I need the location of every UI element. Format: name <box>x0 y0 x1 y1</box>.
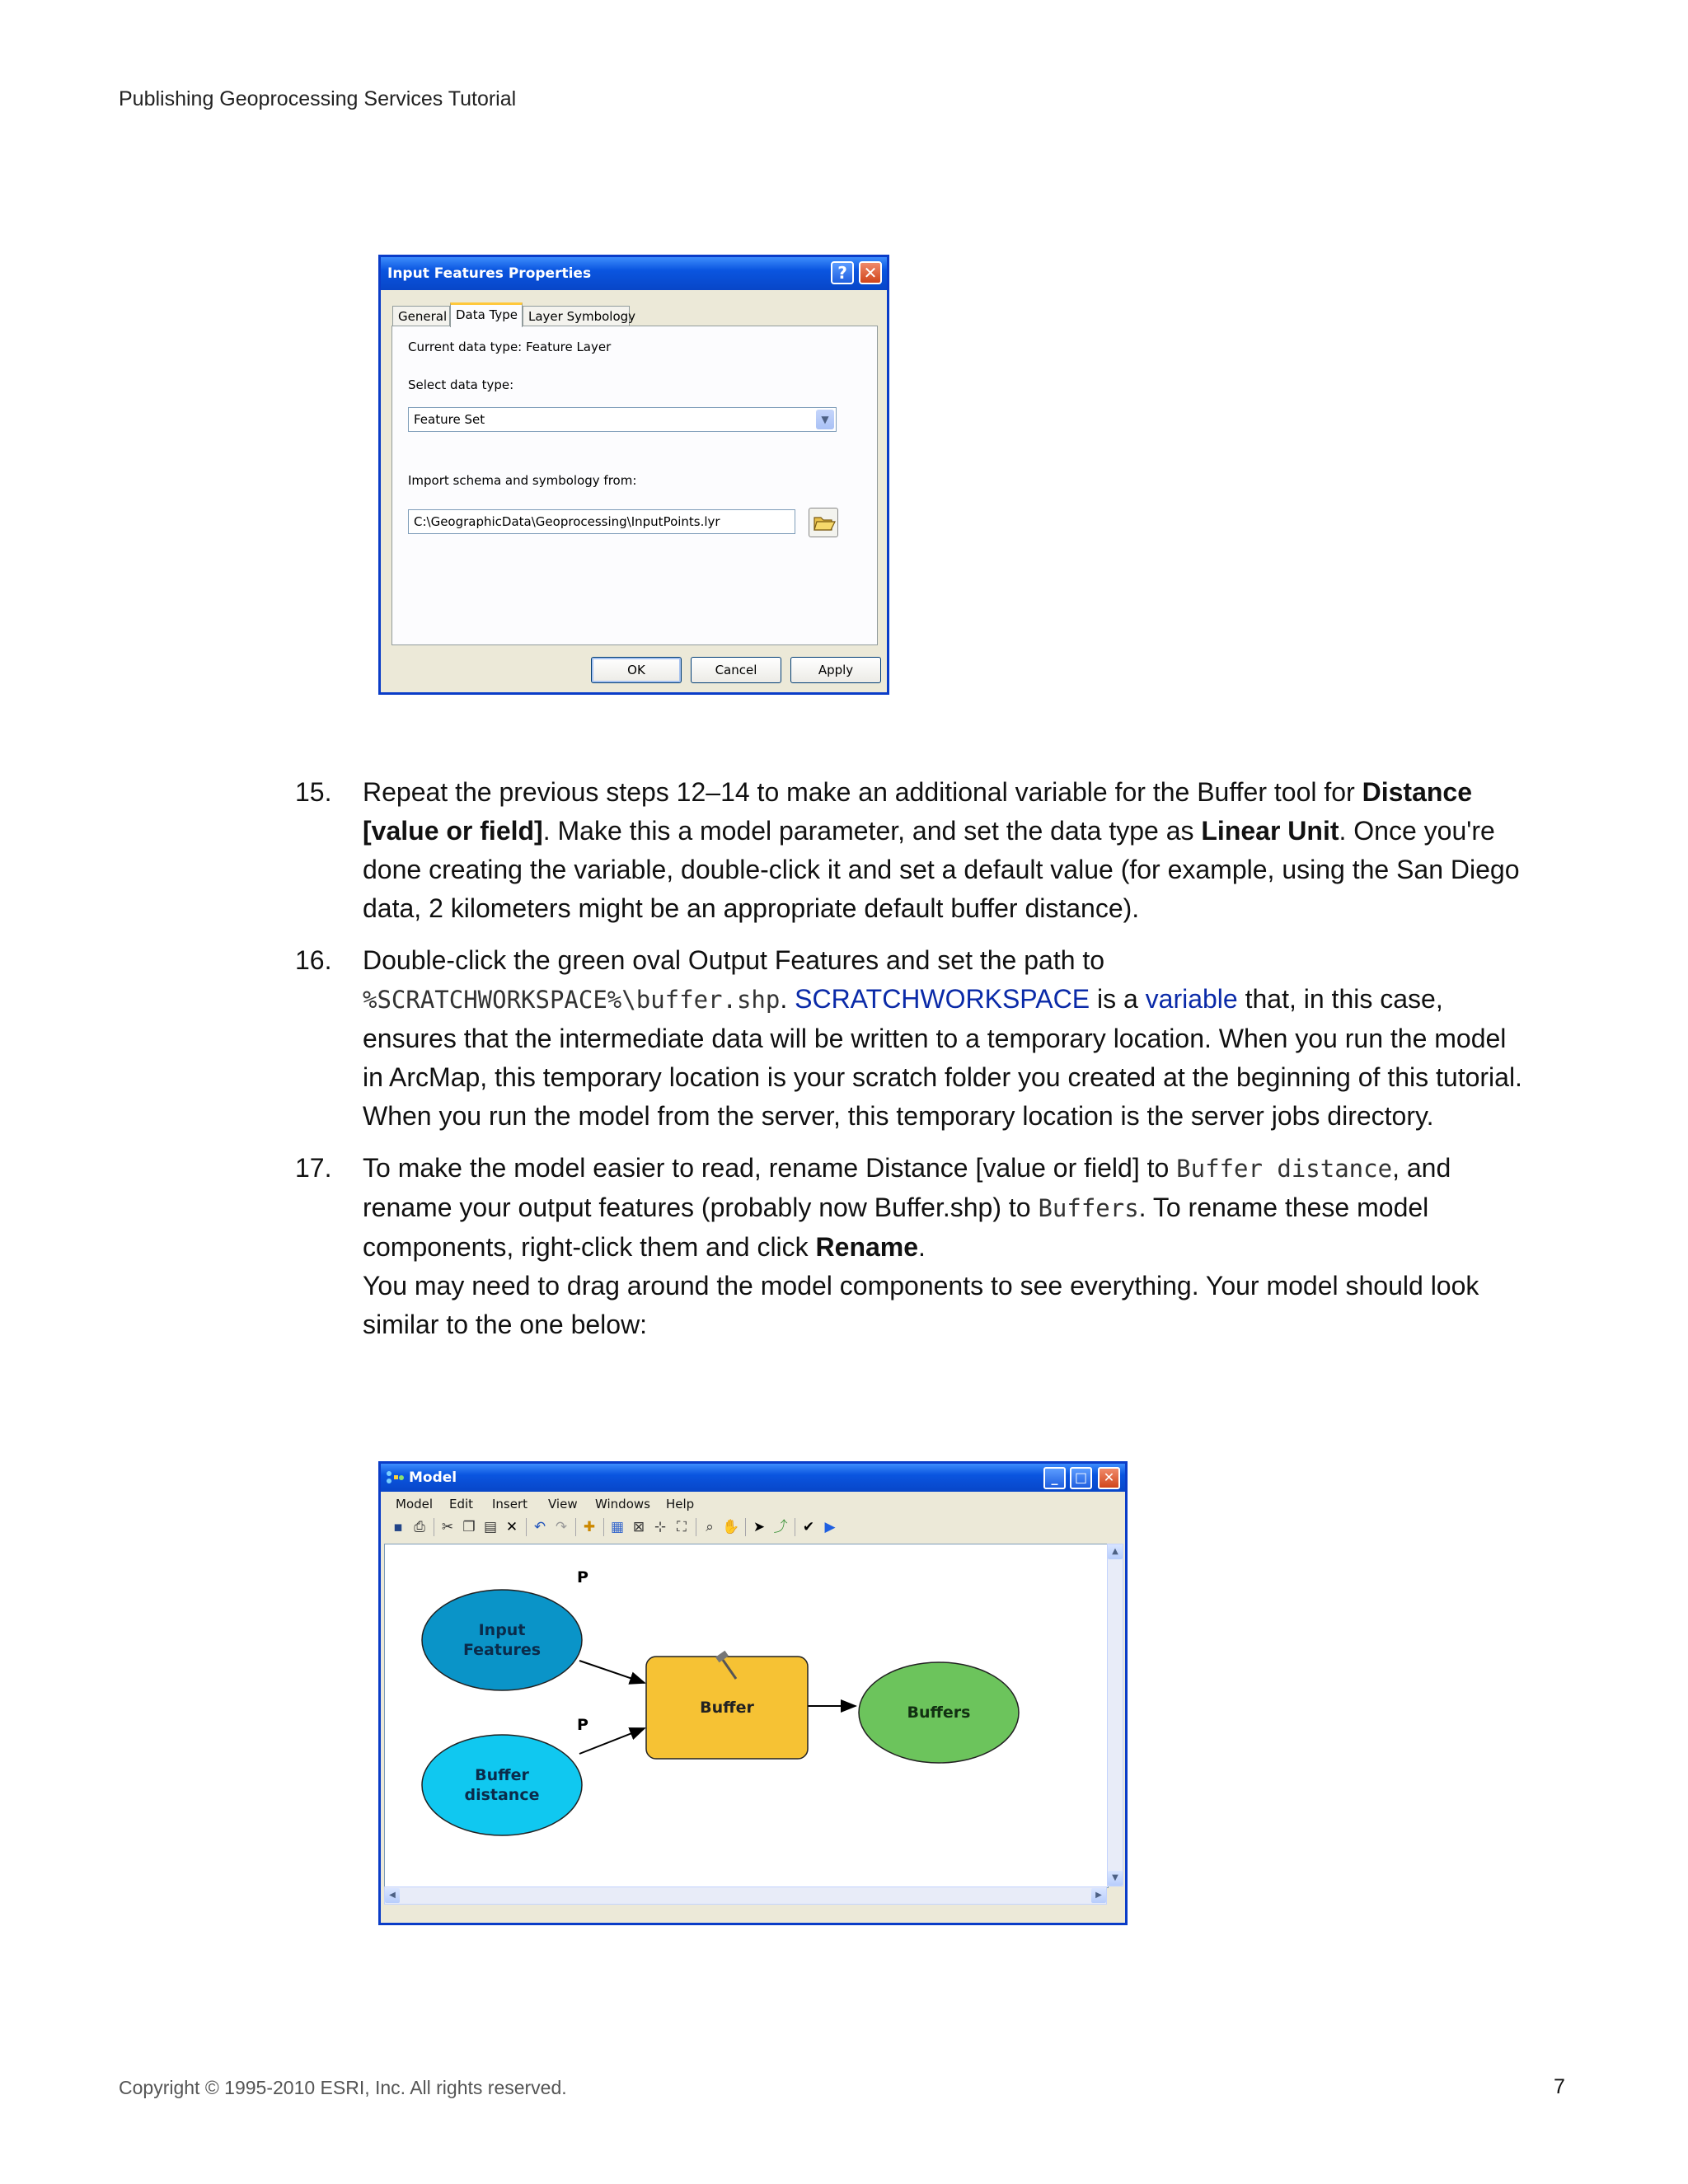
model-toolbar <box>384 1515 953 1541</box>
dialog-title: Input Features Properties <box>387 265 592 282</box>
ok-button[interactable]: OK <box>591 657 682 683</box>
menu-insert[interactable]: Insert <box>492 1497 528 1511</box>
menu-edit[interactable]: Edit <box>449 1497 474 1511</box>
tab-layer-symbology[interactable]: Layer Symbology <box>523 306 630 326</box>
bold-term: Rename <box>815 1232 919 1262</box>
add-data-icon[interactable]: ✚ <box>583 1519 596 1535</box>
toolbar-separator <box>603 1518 604 1536</box>
validate-icon[interactable]: ✔ <box>802 1519 815 1535</box>
bold-term: Distance [value or field] <box>363 777 1472 846</box>
tab-data-type[interactable]: Data Type <box>450 302 523 327</box>
step-text: Repeat the previous steps 12–14 to make an additional variable for the Buffer tool for <box>363 777 1362 807</box>
model-close-button[interactable]: ✕ <box>1098 1467 1120 1489</box>
run-icon[interactable]: ▶ <box>824 1519 836 1535</box>
toolbar-separator <box>526 1518 527 1536</box>
maximize-button[interactable]: □ <box>1070 1467 1092 1489</box>
redo-icon[interactable]: ↷ <box>555 1519 568 1535</box>
print-icon[interactable]: ⎙ <box>414 1519 425 1535</box>
cancel-button[interactable]: Cancel <box>691 657 781 683</box>
parameter-marker: P <box>577 1568 588 1586</box>
step-text: Double-click the green oval Output Features and set the path to <box>363 945 1105 975</box>
step-17 <box>295 1149 1531 1344</box>
model-app-icon <box>386 1470 404 1485</box>
code-name: Buffers <box>1038 1194 1139 1222</box>
select-data-type-label: Select data type: <box>408 377 514 392</box>
copy-icon[interactable]: ❐ <box>462 1519 476 1535</box>
horizontal-scrollbar[interactable] <box>384 1886 1107 1905</box>
cut-icon[interactable]: ✂ <box>441 1519 454 1535</box>
tutorial-steps <box>295 773 1531 1357</box>
input-features-label-line2: Features <box>462 1641 542 1659</box>
chevron-down-icon[interactable]: ▼ <box>816 410 834 429</box>
model-title: Model <box>409 1469 457 1486</box>
undo-icon[interactable]: ↶ <box>533 1519 546 1535</box>
delete-icon[interactable]: ✕ <box>505 1519 518 1535</box>
step-text: . Once you're done creating the variable, double-click it and set a default value (for example, using the San Diego data, 2 kilometers might be an appropriate default buffer distance). <box>363 816 1520 923</box>
model-titlebar <box>381 1464 1125 1492</box>
vertical-scrollbar[interactable] <box>1107 1544 1123 1886</box>
input-features-node[interactable] <box>422 1590 582 1690</box>
buffer-tool-label: Buffer <box>700 1699 754 1717</box>
model-diagram <box>385 1544 1108 1887</box>
scroll-right-icon[interactable]: ▶ <box>1091 1888 1106 1903</box>
menu-windows[interactable]: Windows <box>595 1497 650 1511</box>
variable-link[interactable]: variable <box>1145 984 1238 1014</box>
buffers-output-label: Buffers <box>907 1704 971 1722</box>
connect-icon[interactable]: ⤴ <box>773 1519 788 1535</box>
pan-icon[interactable]: ✋ <box>722 1519 740 1535</box>
scratchworkspace-link[interactable]: SCRATCHWORKSPACE <box>795 984 1090 1014</box>
code-name: Buffer distance <box>1176 1155 1393 1183</box>
data-type-select[interactable] <box>408 407 837 432</box>
footer-copyright: Copyright © 1995-2010 ESRI, Inc. All rights reserved. <box>119 2077 567 2098</box>
scroll-left-icon[interactable]: ◀ <box>385 1888 400 1903</box>
code-path: %SCRATCHWORKSPACE%\buffer.shp <box>363 986 781 1014</box>
model-menubar <box>381 1492 1125 1515</box>
scroll-down-icon[interactable]: ▼ <box>1108 1871 1123 1886</box>
open-folder-icon <box>809 509 837 537</box>
menu-model[interactable]: Model <box>396 1497 434 1511</box>
data-type-select-value: Feature Set <box>414 412 485 427</box>
auto-layout-icon[interactable]: ▦ <box>610 1519 625 1535</box>
step-text: . <box>918 1232 926 1262</box>
step-text: that, in this case, ensures that the intermediate data will be written to a temporary location. When you run the model in ArcMap, this temporary location is your scratch folder you created at the beginning of this tutorial. When you run the model from the server, this temporary location is the server jobs directory. <box>363 984 1522 1131</box>
minimize-button[interactable]: _ <box>1043 1467 1066 1489</box>
input-features-properties-dialog <box>378 255 889 695</box>
input-features-label-line1: Input <box>478 1621 526 1639</box>
paste-icon[interactable]: ▤ <box>483 1519 498 1535</box>
step-text: You may need to drag around the model components to see everything. Your model should look similar to the one below: <box>363 1271 1479 1339</box>
toolbar-separator <box>575 1518 576 1536</box>
browse-button[interactable] <box>809 508 838 537</box>
fixed-zoom-out-icon[interactable]: ⛶ <box>677 1519 687 1535</box>
import-schema-label: Import schema and symbology from: <box>408 473 637 488</box>
page-number: 7 <box>1554 2075 1565 2098</box>
step-number: 16. <box>295 945 332 975</box>
step-text: . Make this a model parameter, and set the data type as <box>542 816 1202 846</box>
step-text: To make the model easier to read, rename Distance [value or field] to <box>363 1153 1177 1183</box>
close-button[interactable]: ✕ <box>859 261 882 284</box>
menu-help[interactable]: Help <box>666 1497 695 1511</box>
buffer-distance-label-line2: distance <box>464 1786 540 1804</box>
document-header: Publishing Geoprocessing Services Tutorial <box>119 87 517 110</box>
current-data-type-label: Current data type: Feature Layer <box>408 340 612 354</box>
step-text: . To rename these model components, right-click them and click <box>363 1193 1429 1262</box>
dialog-titlebar <box>381 257 887 290</box>
connector-distance-to-buffer <box>579 1728 645 1754</box>
apply-button[interactable]: Apply <box>790 657 881 683</box>
model-canvas[interactable] <box>384 1544 1109 1888</box>
step-text: is a <box>1090 984 1146 1014</box>
connector-input-to-buffer <box>579 1661 645 1683</box>
save-icon[interactable]: ▪ <box>393 1519 403 1535</box>
model-window <box>378 1461 1128 1925</box>
full-extent-icon[interactable]: ⊠ <box>632 1519 645 1535</box>
step-15 <box>295 773 1531 928</box>
step-number: 17. <box>295 1153 332 1183</box>
select-icon[interactable]: ➤ <box>753 1519 766 1535</box>
step-text: . <box>780 984 795 1014</box>
toolbar-separator <box>745 1518 746 1536</box>
zoom-in-icon[interactable]: ⌕ <box>706 1519 714 1535</box>
fixed-zoom-in-icon[interactable]: ⊹ <box>654 1519 667 1535</box>
menu-view[interactable]: View <box>548 1497 578 1511</box>
step-number: 15. <box>295 777 332 807</box>
import-path-field[interactable]: C:\GeographicData\Geoprocessing\InputPoints.lyr <box>408 509 795 534</box>
parameter-marker: P <box>577 1716 588 1734</box>
scroll-up-icon[interactable]: ▲ <box>1108 1544 1123 1559</box>
step-16 <box>295 941 1531 1136</box>
bold-term: Linear Unit <box>1201 816 1339 846</box>
buffer-distance-label-line1: Buffer <box>475 1766 529 1784</box>
buffer-distance-node[interactable] <box>422 1735 582 1835</box>
tab-general[interactable]: General <box>392 306 450 326</box>
data-type-panel <box>392 326 878 645</box>
help-button[interactable]: ? <box>831 261 854 284</box>
step-text: , and rename your output features (probably now Buffer.shp) to <box>363 1153 1451 1222</box>
